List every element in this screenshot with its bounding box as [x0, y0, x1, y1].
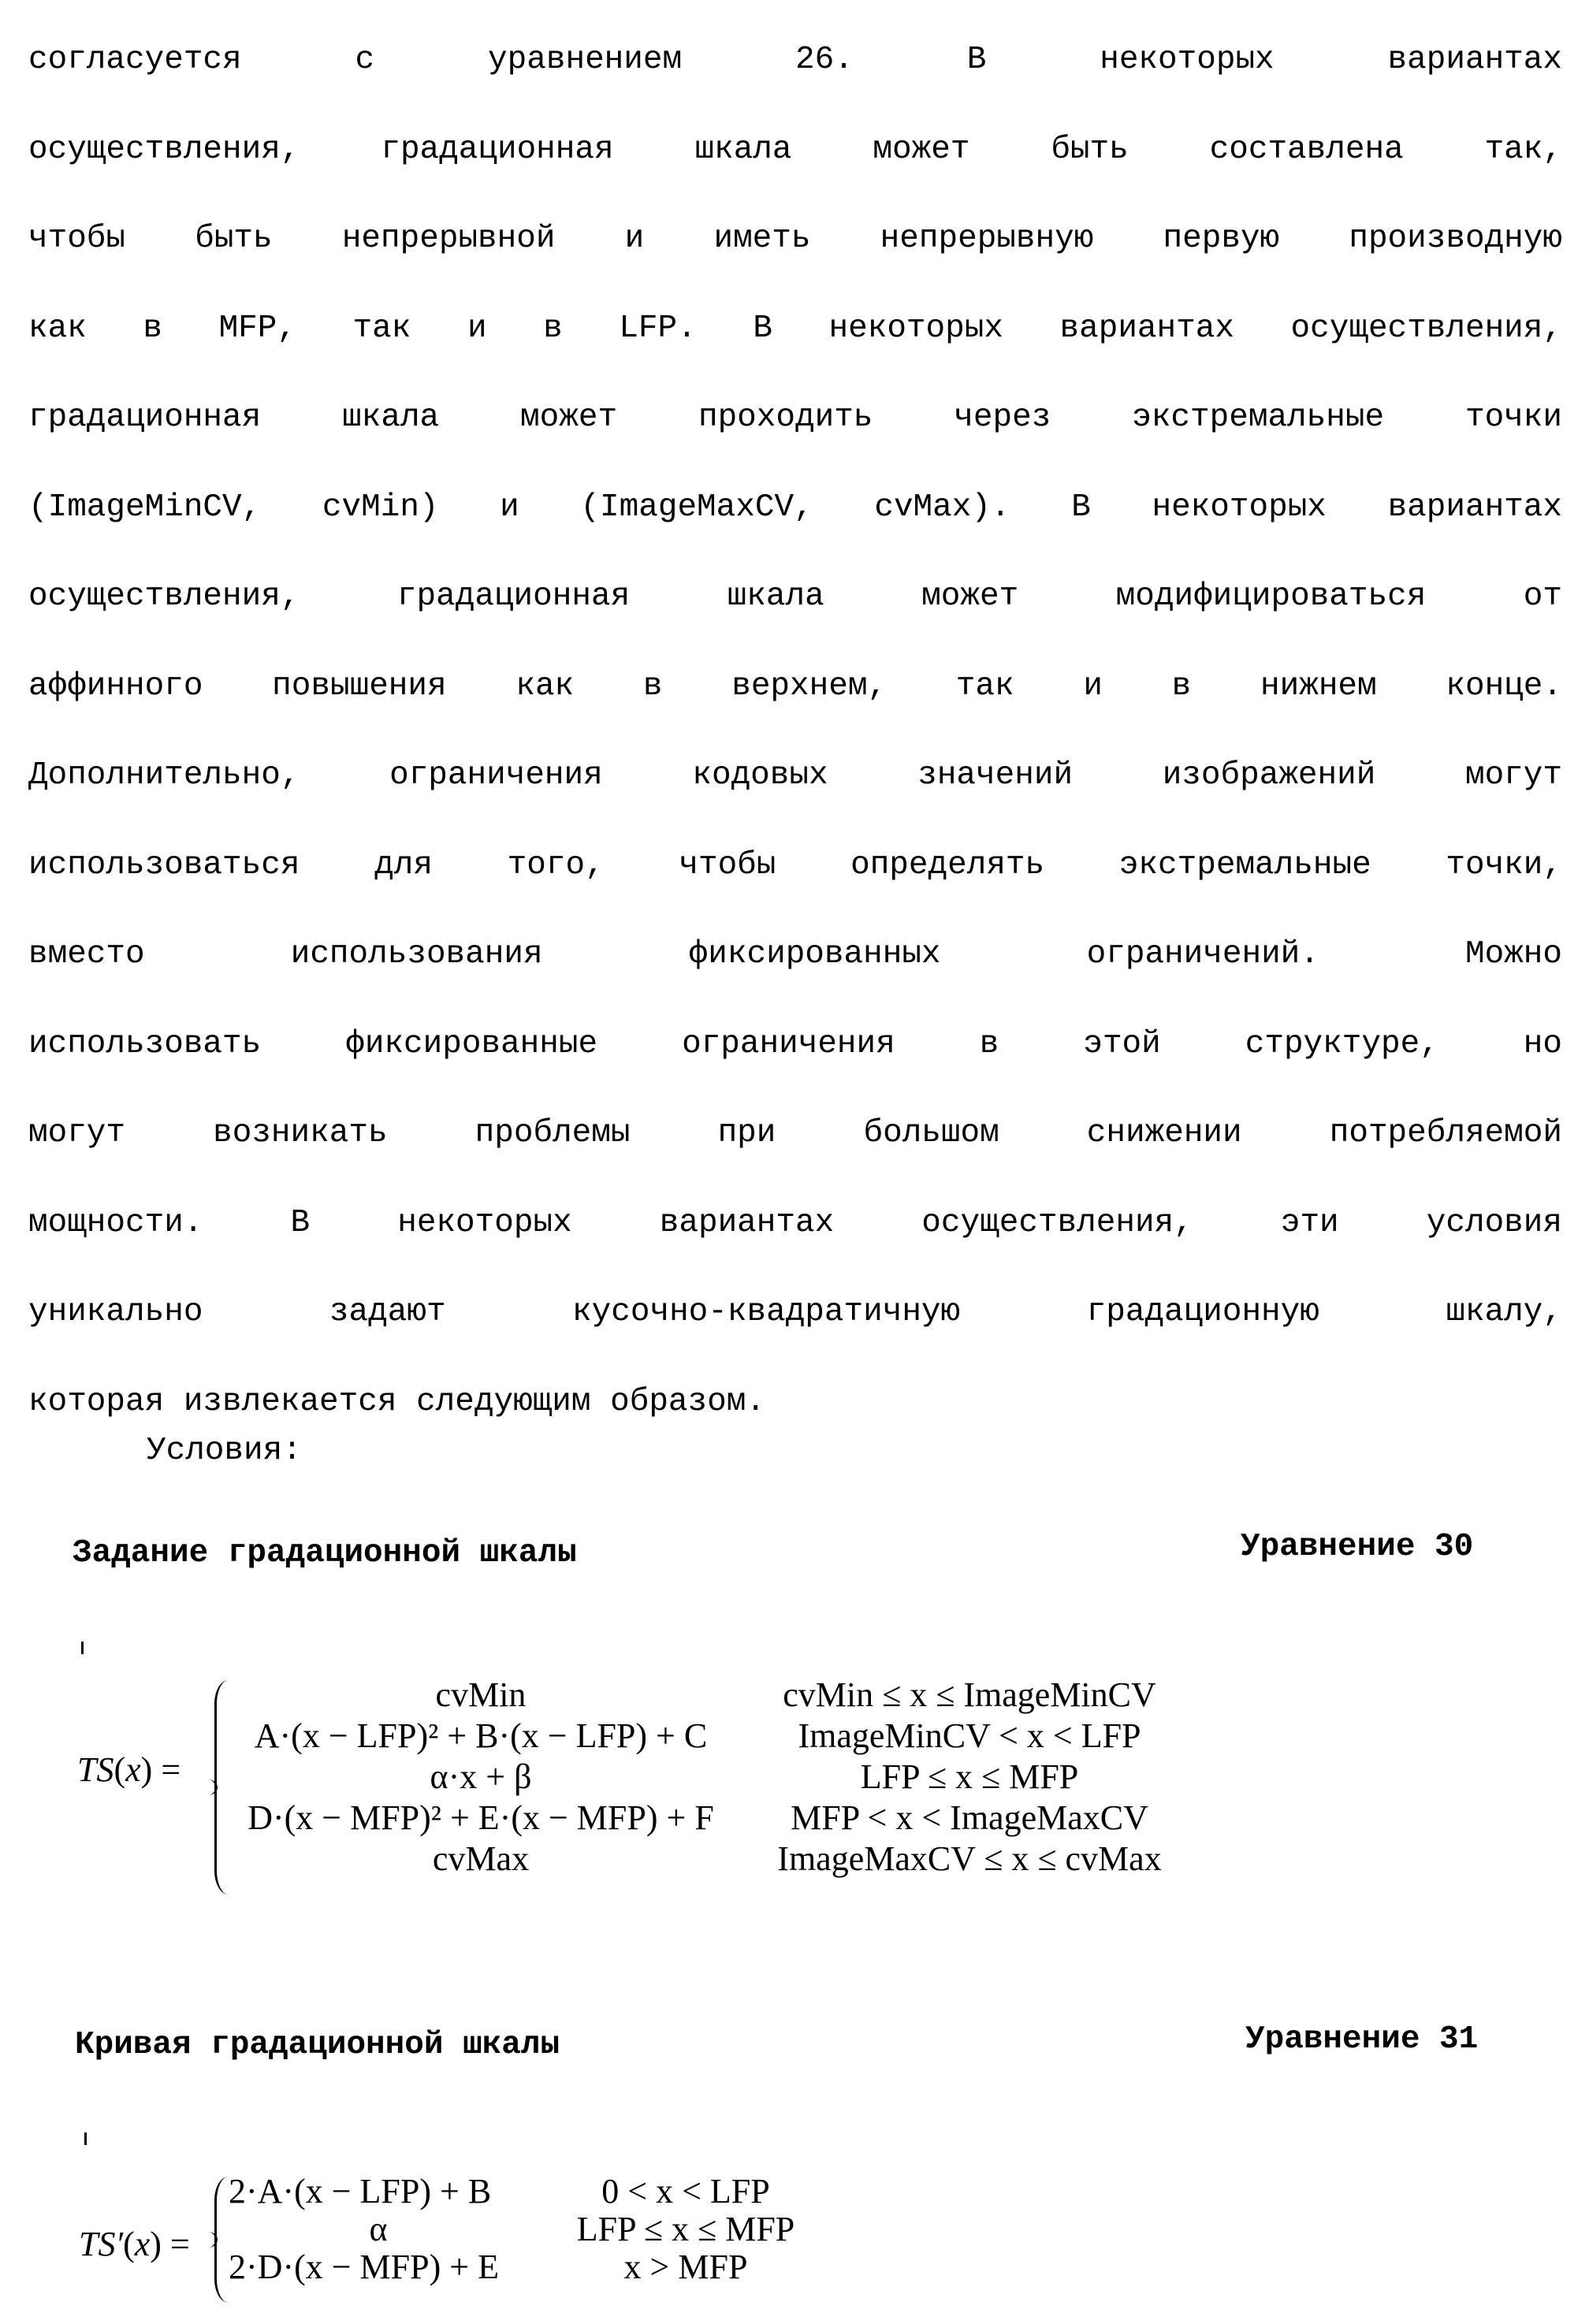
case-expr: α·x + β: [430, 1757, 532, 1796]
text-line: могут возникать проблемы при большом снижении потребляемой: [28, 1115, 1562, 1151]
text-line: вместо использования фиксированных ограничений. Можно: [28, 936, 1562, 972]
text-line: как в MFP, так и в LFP. В некоторых вариантах осуществления,: [28, 310, 1562, 347]
case-cond: ImageMaxCV ≤ x ≤ cvMax: [777, 1839, 1162, 1878]
equation-30-label: Уравнение 30: [1241, 1529, 1474, 1565]
body-paragraph: [28, 16, 1562, 1447]
equation-31-title: Кривая градационной шкалы: [75, 2027, 560, 2063]
case-expr: 2·A·(x − LFP) + B: [229, 2172, 492, 2211]
text-line: осуществления, градационная шкала может быть составлена так,: [28, 131, 1562, 168]
equation-30-title: Задание градационной шкалы: [73, 1535, 577, 1571]
case-cond: LFP ≤ x ≤ MFP: [860, 1757, 1079, 1796]
text-line: аффинного повышения как в верхнем, так и в нижнем конце.: [28, 667, 1562, 705]
text-line: осуществления, градационная шкала может модифицироваться от: [28, 578, 1562, 615]
text-line: использовать фиксированные ограничения в этой структуре, но: [28, 1025, 1562, 1062]
case-cond: MFP < x < ImageMaxCV: [791, 1798, 1148, 1837]
case-expr: cvMax: [432, 1839, 530, 1878]
tick-mark: [81, 1642, 84, 1654]
case-cond: ImageMinCV < x < LFP: [798, 1716, 1141, 1755]
text-line: уникально задают кусочно-квадратичную градационную шкалу,: [28, 1294, 1562, 1330]
tick-mark: [84, 2133, 87, 2145]
conditions-label: Условия:: [147, 1433, 302, 1469]
case-expr: D·(x − MFP)² + E·(x − MFP) + F: [247, 1798, 714, 1837]
case-cond: cvMin ≤ x ≤ ImageMinCV: [783, 1675, 1156, 1714]
case-cond: LFP ≤ x ≤ MFP: [576, 2210, 795, 2248]
equation-30-lhs: TS(x) =: [77, 1750, 181, 1789]
case-cond: 0 < x < LFP: [601, 2172, 770, 2211]
text-line: (ImageMinCV, cvMin) и (ImageMaxCV, cvMax). В некоторых вариантах: [28, 489, 1562, 526]
text-line: которая извлекается следующим образом.: [28, 1383, 765, 1420]
case-expr: cvMin: [435, 1675, 527, 1714]
text-line: Дополнительно, ограничения кодовых значений изображений могут: [28, 757, 1562, 794]
case-expr: 2·D·(x − MFP) + E: [229, 2248, 499, 2286]
equation-31-lhs: TS′(x) =: [79, 2225, 190, 2263]
text-line: использоваться для того, чтобы определять экстремальные точки,: [28, 846, 1562, 883]
case-expr: α: [369, 2210, 388, 2248]
case-expr: A·(x − LFP)² + B·(x − LFP) + C: [254, 1716, 708, 1755]
case-cond: x > MFP: [623, 2248, 748, 2286]
equation-31-label: Уравнение 31: [1245, 2021, 1479, 2058]
text-line: градационная шкала может проходить через экстремальные точки: [28, 400, 1562, 436]
text-line: мощности. В некоторых вариантах осуществления, эти условия: [28, 1204, 1562, 1241]
text-line: согласуется с уравнением 26. В некоторых вариантах: [28, 42, 1562, 78]
text-line: чтобы быть непрерывной и иметь непрерывную первую производную: [28, 221, 1562, 257]
